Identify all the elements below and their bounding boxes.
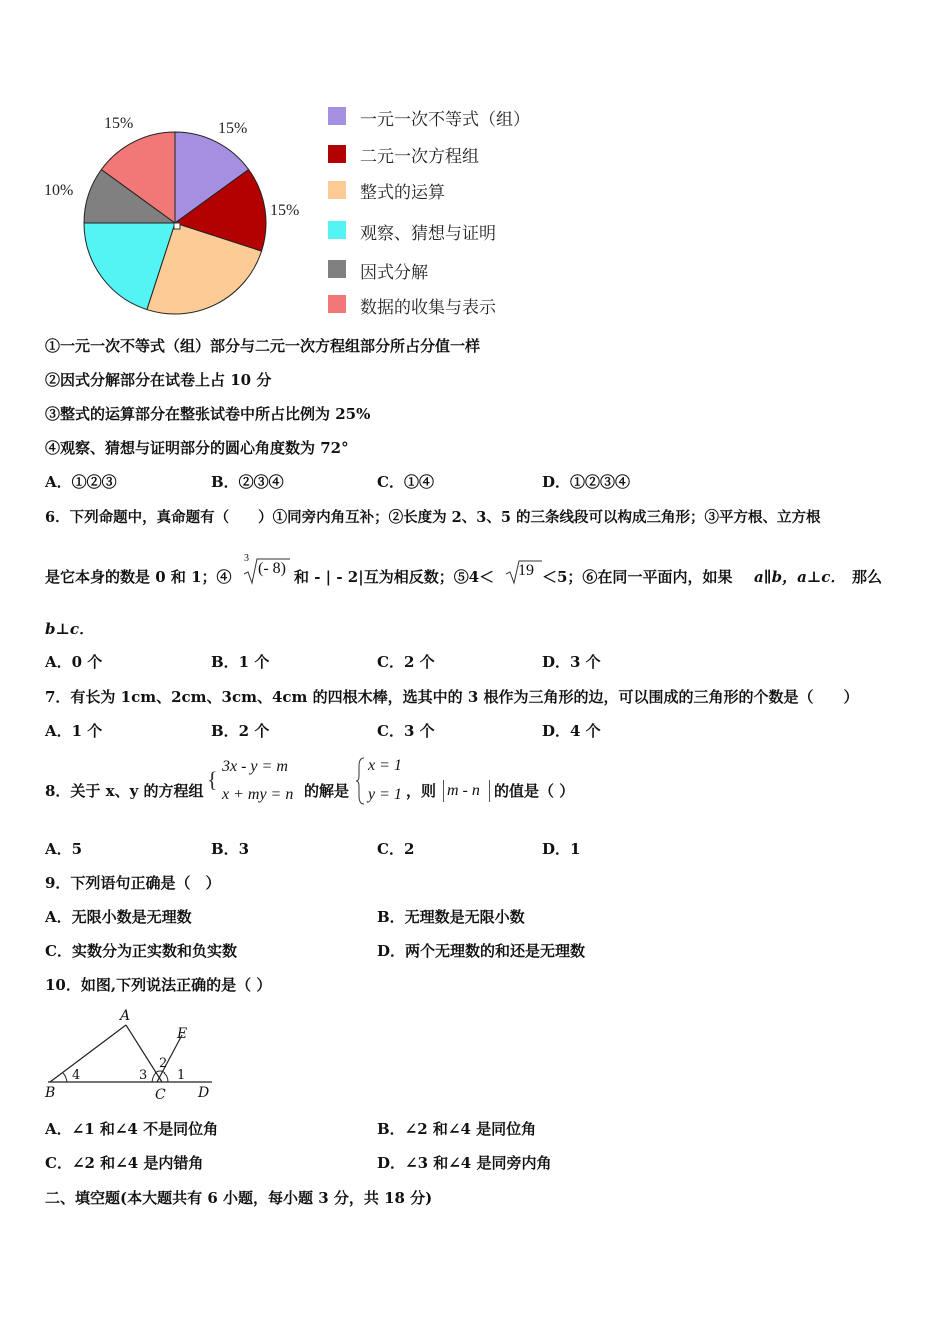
q6-line2-part-c: ＜5；⑥在同一平面内，如果 bbox=[542, 568, 733, 586]
figure-label-a: A bbox=[120, 1008, 131, 1024]
legend-label-6: 数据的收集与表示 bbox=[360, 298, 496, 318]
q7-stem: 7．有长为 1cm、2cm、3cm、4cm 的四根木棒，选其中的 3 根作为三角形的边，可以围成的三角形的个数是（ ） bbox=[45, 688, 859, 706]
q8-option-a: A．5 bbox=[45, 840, 83, 858]
q8-comma: ，则 bbox=[406, 782, 437, 800]
cbrt-index: 3 bbox=[244, 553, 249, 564]
statement-3: ③整式的运算部分在整张试卷中所占比例为 25% bbox=[45, 405, 371, 423]
pie-label-left: 10% bbox=[44, 182, 74, 199]
q8-abs-right-bar bbox=[489, 780, 490, 802]
q9-option-a: A．无限小数是无理数 bbox=[45, 908, 192, 926]
legend-label-5: 因式分解 bbox=[360, 263, 428, 283]
q8-prefix: 8．关于 x、y 的方程组 bbox=[45, 782, 204, 800]
q5-option-b: B．②③④ bbox=[211, 473, 284, 491]
figure-label-d: D bbox=[198, 1085, 210, 1101]
legend-swatch-1 bbox=[328, 107, 346, 125]
q7-option-b: B．2 个 bbox=[211, 722, 270, 740]
legend-label-4: 观察、猜想与证明 bbox=[360, 224, 496, 244]
legend-label-2: 二元一次方程组 bbox=[360, 147, 479, 167]
q6-stem-line1: 6．下列命题中，真命题有（ ）①同旁内角互补；②长度为 2、3、5 的三条线段可以构成三角形；③平方根、立方根 bbox=[45, 509, 821, 526]
q5-option-d: D．①②③④ bbox=[542, 473, 631, 491]
q7-option-d: D．4 个 bbox=[542, 722, 601, 740]
pie-label-right: 15% bbox=[270, 202, 300, 219]
section-2-heading: 二、填空题(本大题共有 6 小题，每小题 3 分，共 18 分) bbox=[45, 1189, 433, 1207]
q8-option-d: D．1 bbox=[542, 840, 581, 858]
q6-option-d: D．3 个 bbox=[542, 653, 601, 671]
q9-option-b: B．无理数是无限小数 bbox=[377, 908, 525, 926]
legend-swatch-3 bbox=[328, 181, 346, 199]
q10-option-c: C．∠2 和∠4 是内错角 bbox=[45, 1154, 204, 1172]
q8-solution-2: y = 1 bbox=[368, 786, 402, 803]
q8-abs-left-bar bbox=[443, 780, 444, 802]
q7-option-a: A．1 个 bbox=[45, 722, 103, 740]
pie-label-top-right: 15% bbox=[218, 120, 248, 137]
sqrt-body: 19 bbox=[518, 562, 534, 579]
statement-2: ②因式分解部分在试卷上占 10 分 bbox=[45, 371, 272, 389]
figure-label-e: E bbox=[177, 1026, 188, 1042]
q9-option-c: C．实数分为正实数和负实数 bbox=[45, 942, 237, 960]
cbrt-body: (- 8) bbox=[258, 560, 286, 577]
q10-option-b: B．∠2 和∠4 是同位角 bbox=[377, 1120, 537, 1138]
q10-option-a: A．∠1 和∠4 不是同位角 bbox=[45, 1120, 219, 1138]
q8-solution-brace-icon bbox=[356, 756, 366, 806]
figure-label-b: B bbox=[45, 1085, 56, 1101]
statement-1: ①一元一次不等式（组）部分与二元一次方程组部分所占分值一样 bbox=[45, 337, 481, 355]
pie-label-top-left: 15% bbox=[104, 115, 134, 132]
figure-angle-4: 4 bbox=[72, 1068, 81, 1083]
q8-equation-1: 3x - y = m bbox=[222, 758, 288, 775]
q8-equation-2: x + my = n bbox=[222, 786, 294, 803]
legend-swatch-2 bbox=[328, 145, 346, 163]
q8-option-b: B．3 bbox=[211, 840, 250, 858]
figure-angle-3: 3 bbox=[139, 1068, 148, 1083]
q5-option-c: C．①④ bbox=[377, 473, 434, 491]
legend-swatch-4 bbox=[328, 221, 346, 239]
statement-4: ④观察、猜想与证明部分的圆心角度数为 72° bbox=[45, 439, 349, 457]
q10-option-d: D．∠3 和∠4 是同旁内角 bbox=[377, 1154, 552, 1172]
q6-line2-part-a: 是它本身的数是 0 和 1；④ bbox=[45, 568, 232, 586]
q8-option-c: C．2 bbox=[377, 840, 415, 858]
q7-option-c: C．3 个 bbox=[377, 722, 435, 740]
q8-abs-expression: m - n bbox=[447, 782, 480, 799]
q9-option-d: D．两个无理数的和还是无理数 bbox=[377, 942, 586, 960]
q6-option-b: B．1 个 bbox=[211, 653, 270, 671]
q6-option-a: A．0 个 bbox=[45, 653, 103, 671]
legend-label-3: 整式的运算 bbox=[360, 183, 445, 203]
legend-label-1: 一元一次不等式（组） bbox=[360, 110, 530, 130]
q6-option-c: C．2 个 bbox=[377, 653, 435, 671]
q8-solution-1: x = 1 bbox=[368, 757, 402, 774]
q6-line2-part-e: 那么 bbox=[852, 568, 883, 586]
q10-stem: 10．如图,下列说法正确的是（ ） bbox=[45, 976, 272, 994]
pie-center-marker bbox=[174, 223, 180, 229]
q8-suffix: 的值是（ ） bbox=[494, 782, 575, 800]
figure-label-c: C bbox=[155, 1087, 166, 1103]
q6-stem-line2 bbox=[45, 566, 232, 587]
q6-stem-line3: b⊥c． bbox=[45, 620, 95, 638]
q6-line2-part-d: a∥b，a⊥c． bbox=[754, 568, 846, 586]
q5-option-a: A．①②③ bbox=[45, 473, 117, 491]
figure-angle-2: 2 bbox=[159, 1056, 168, 1071]
figure-angle-1: 1 bbox=[177, 1068, 186, 1083]
q8-system-brace: { bbox=[207, 767, 218, 792]
legend-swatch-6 bbox=[328, 295, 346, 313]
q9-stem: 9．下列语句正确是（ ） bbox=[45, 874, 221, 892]
q8-mid: 的解是 bbox=[304, 782, 350, 800]
q6-line2-part-b: 和 - | - 2|互为相反数；⑤4＜ bbox=[294, 568, 495, 586]
legend-swatch-5 bbox=[328, 260, 346, 278]
